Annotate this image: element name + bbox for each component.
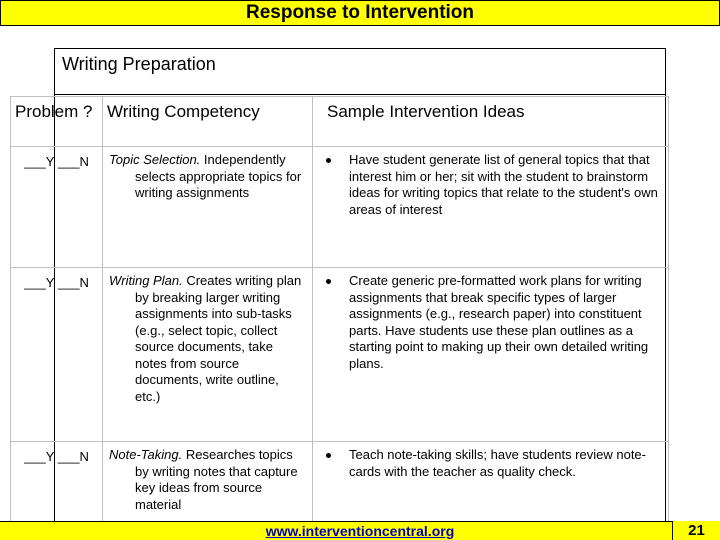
idea-text: Teach note-taking skills; have students review note-cards with the teacher as quality check.: [349, 447, 646, 479]
bullet-icon: [326, 279, 331, 284]
table-row: [11, 147, 669, 268]
idea-text: Create generic pre-formatted work plans for writing assignments that break specific types of larger assignments (e.g., research paper) into constituent parts. Have students use these plan outlines as a starting point to making up their own detailed writing plans.: [349, 273, 649, 371]
bullet-icon: [326, 158, 331, 163]
table-header-row: [11, 97, 669, 147]
idea-cell: [313, 268, 669, 442]
header-competency: Writing Competency: [103, 97, 313, 147]
table-row: [11, 268, 669, 442]
problem-checkbox-text[interactable]: ___Y ___N: [11, 268, 103, 442]
competency-description: Independently selects appropriate topics for writing assignments: [135, 152, 302, 200]
competency-cell: [103, 147, 313, 268]
footer-link[interactable]: www.interventioncentral.org: [265, 523, 455, 539]
idea-text: Have student generate list of general topics that that interest him or her; sit with the student to brainstorm ideas for writing topics that relate to the student's own areas of interest: [349, 152, 658, 217]
idea-cell: [313, 442, 669, 530]
page-number: 21: [672, 521, 720, 540]
problem-checkbox-text[interactable]: ___Y ___N: [11, 147, 103, 268]
top-banner: [0, 0, 720, 26]
banner-title: Response to Intervention: [245, 2, 475, 23]
problem-checkbox-text[interactable]: ___Y ___N: [11, 442, 103, 530]
competency-term: Topic Selection.: [109, 152, 201, 167]
header-ideas: Sample Intervention Ideas: [313, 97, 669, 147]
header-problem: Problem ?: [11, 97, 103, 147]
competency-cell: [103, 442, 313, 530]
section-header: [55, 49, 665, 95]
competency-description: Creates writing plan by breaking larger writing assignments into sub-tasks (e.g., select topic, collect source documents, take notes from source documents, write outline, etc.): [135, 273, 302, 404]
idea-cell: [313, 147, 669, 268]
bullet-icon: [326, 453, 331, 458]
table-row: [11, 442, 669, 530]
competency-cell: [103, 268, 313, 442]
competency-term: Writing Plan.: [109, 273, 183, 288]
section-title: Writing Preparation: [62, 54, 216, 74]
intervention-table: [10, 96, 669, 530]
competency-term: Note-Taking.: [109, 447, 183, 462]
competency-description: Researches topics by writing notes that capture key ideas from source material: [135, 447, 298, 512]
